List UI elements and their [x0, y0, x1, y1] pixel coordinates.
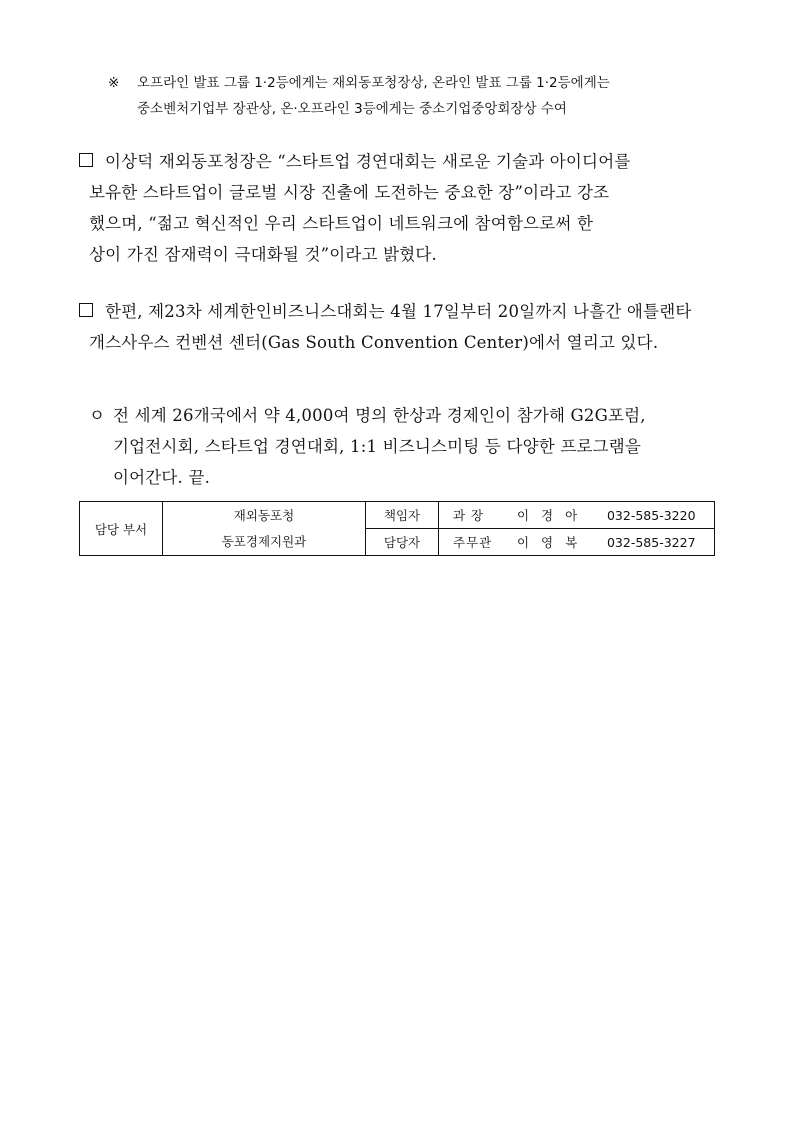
- paragraph-line: 보유한 스타트업이 글로벌 시장 진출에 도전하는 중요한 장”이라고 강조: [89, 183, 610, 202]
- paragraph-line: 이상덕 재외동포청장은 “스타트업 경연대회는 새로운 기술과 아이디어를: [105, 152, 631, 171]
- position-text: 과 장: [453, 508, 485, 523]
- position-text: 주무관: [453, 535, 493, 550]
- dept-name-cell: [163, 502, 366, 556]
- circle-bullet-icon: ㅇ: [89, 406, 106, 425]
- paragraph-line: 전 세계 26개국에서 약 4,000여 명의 한상과 경제인이 참가해 G2G포럼,: [113, 406, 646, 425]
- event-details-paragraph: [89, 400, 729, 493]
- checkbox-bullet-icon: [79, 153, 93, 167]
- dept-name-line-1: 재외동포청: [233, 507, 295, 523]
- phone-text: 032-585-3220: [606, 508, 696, 523]
- contact-table: [79, 501, 715, 556]
- award-note: [108, 70, 728, 122]
- role-cell: 담당자: [366, 529, 439, 556]
- paragraph-line: 했으며, “젊고 혁신적인 우리 스타트업이 네트워크에 참여함으로써 한: [89, 214, 594, 233]
- paragraph-line: 개스사우스 컨벤션 센터(Gas South Convention Center)에서 열리고 있다.: [89, 333, 659, 352]
- award-note-line-2: 중소벤처기업부 장관상, 온·오프라인 3등에게는 중소기업중앙회장상 수여: [137, 101, 567, 117]
- commissioner-quote-paragraph: [79, 146, 719, 270]
- paragraph-line: 기업전시회, 스타트업 경연대회, 1:1 비즈니스미팅 등 다양한 프로그램을: [113, 437, 642, 456]
- name-text: 이 영 복: [516, 535, 582, 550]
- contact-info-cell: [439, 502, 715, 529]
- name-text: 이 경 아: [516, 508, 582, 523]
- award-note-line-1: 오프라인 발표 그룹 1·2등에게는 재외동포청장상, 온라인 발표 그룹 1·2등에게는: [137, 75, 610, 91]
- reference-mark-icon: ※: [108, 75, 120, 91]
- event-info-paragraph: [79, 296, 719, 358]
- role-cell: 책임자: [366, 502, 439, 529]
- table-row: [80, 502, 715, 529]
- contact-info-cell: [439, 529, 715, 556]
- phone-text: 032-585-3227: [606, 535, 696, 550]
- dept-label-cell: 담당 부서: [80, 502, 163, 556]
- checkbox-bullet-icon: [79, 303, 93, 317]
- dept-name-line-2: 동포경제지원과: [221, 533, 307, 549]
- paragraph-line: 상이 가진 잠재력이 극대화될 것”이라고 밝혔다.: [89, 245, 437, 264]
- paragraph-line: 이어간다. 끝.: [113, 468, 211, 487]
- paragraph-line: 한편, 제23차 세계한인비즈니스대회는 4월 17일부터 20일까지 나흘간 애틀랜타: [105, 302, 692, 321]
